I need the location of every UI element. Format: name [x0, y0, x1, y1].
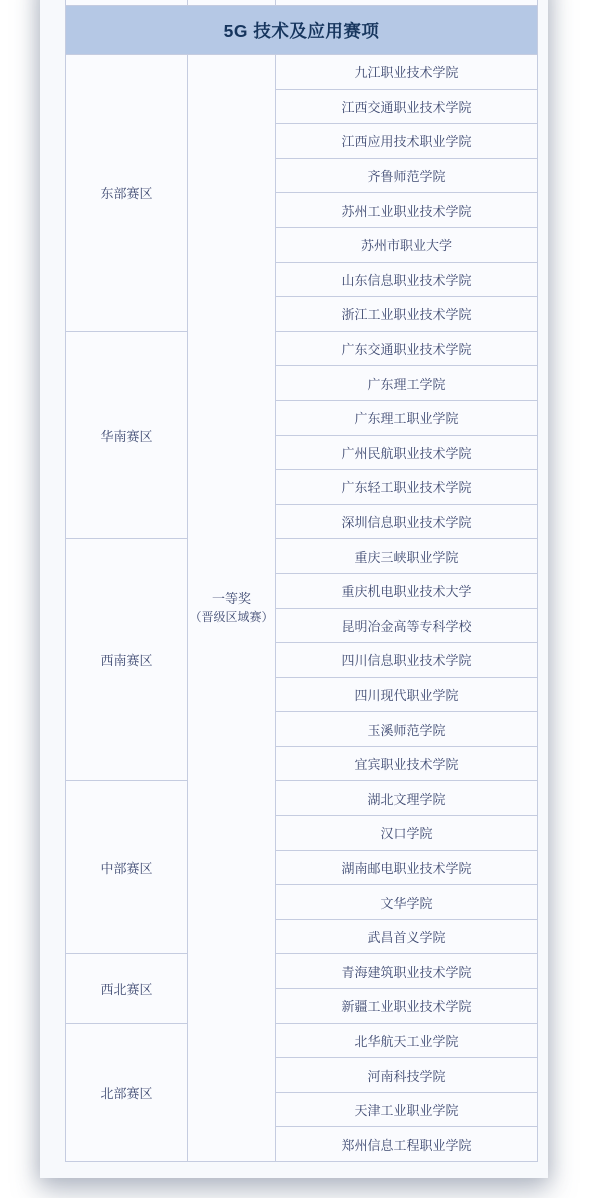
school-cell: 天津工业职业学院 [276, 1092, 538, 1127]
region-cell: 东部赛区 [66, 55, 188, 332]
school-cell: 河南科技学院 [276, 1058, 538, 1093]
school-cell: 江西应用技术职业学院 [276, 124, 538, 159]
award-level-note: （晋级区域赛） [189, 609, 274, 624]
school-cell: 江西交通职业技术学院 [276, 89, 538, 124]
region-cell: 华南赛区 [66, 331, 188, 539]
table-row [66, 539, 538, 574]
school-cell: 深圳信息职业技术学院 [276, 504, 538, 539]
award-level-name: 一等奖 [211, 590, 251, 606]
school-cell: 青海建筑职业技术学院 [276, 954, 538, 989]
school-cell: 北华航天工业学院 [276, 1023, 538, 1058]
school-cell: 四川信息职业技术学院 [276, 643, 538, 678]
table-row [66, 1023, 538, 1058]
table-row [66, 55, 538, 90]
school-cell: 汉口学院 [276, 816, 538, 851]
school-cell: 山东信息职业技术学院 [276, 262, 538, 297]
school-cell: 广州民航职业技术学院 [276, 435, 538, 470]
school-cell: 齐鲁师范学院 [276, 158, 538, 193]
school-cell: 苏州工业职业技术学院 [276, 193, 538, 228]
school-cell: 昆明冶金高等专科学校 [276, 608, 538, 643]
school-cell: 玉溪师范学院 [276, 712, 538, 747]
region-cell: 北部赛区 [66, 1023, 188, 1161]
region-cell: 西南赛区 [66, 539, 188, 781]
award-results-table [65, 0, 538, 1162]
school-cell: 重庆三峡职业学院 [276, 539, 538, 574]
school-cell: 湖北文理学院 [276, 781, 538, 816]
school-cell: 广东理工职业学院 [276, 400, 538, 435]
school-cell: 浙江工业职业技术学院 [276, 297, 538, 332]
school-cell: 四川现代职业学院 [276, 677, 538, 712]
school-cell: 九江职业技术学院 [276, 55, 538, 90]
school-cell: 广东交通职业技术学院 [276, 331, 538, 366]
school-cell: 广东理工学院 [276, 366, 538, 401]
school-cell: 新疆工业职业技术学院 [276, 989, 538, 1024]
table-row [66, 954, 538, 989]
table-row [66, 331, 538, 366]
school-cell: 宜宾职业技术学院 [276, 746, 538, 781]
school-cell: 武昌首义学院 [276, 919, 538, 954]
school-cell: 郑州信息工程职业学院 [276, 1127, 538, 1162]
award-level-cell [188, 55, 276, 1162]
region-cell: 中部赛区 [66, 781, 188, 954]
article-card [40, 0, 548, 1178]
section-header-title: 5G 技术及应用赛项 [66, 6, 538, 55]
section-header-row [66, 6, 538, 55]
table-row [66, 781, 538, 816]
region-cell: 西北赛区 [66, 954, 188, 1023]
school-cell: 湖南邮电职业技术学院 [276, 850, 538, 885]
school-cell: 重庆机电职业技术大学 [276, 573, 538, 608]
school-cell: 文华学院 [276, 885, 538, 920]
school-cell: 苏州市职业大学 [276, 227, 538, 262]
school-cell: 广东轻工职业技术学院 [276, 470, 538, 505]
